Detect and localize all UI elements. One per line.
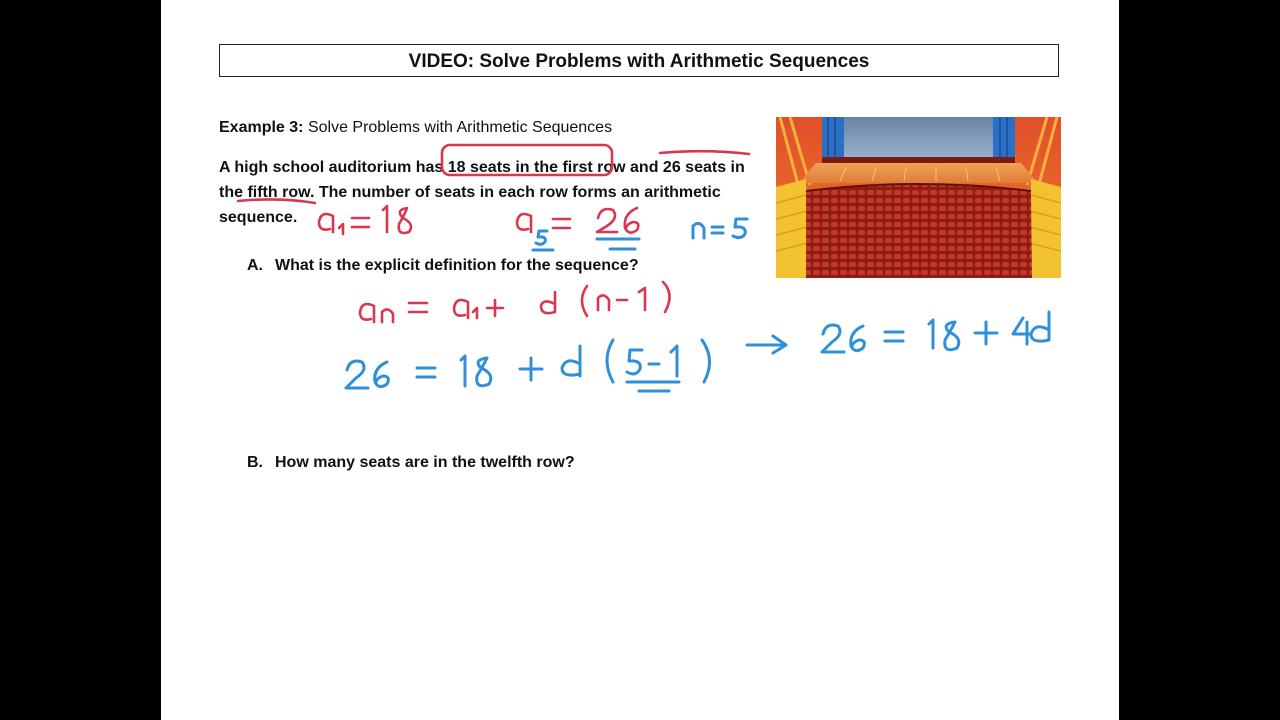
handwriting-a5-subscript: [533, 231, 639, 250]
question-b-letter: B.: [247, 454, 263, 471]
underline-fifth-row-count: [660, 151, 749, 154]
problem-line-2: the fifth row. The number of seats in each row forms an arithmetic: [219, 184, 721, 201]
problem-line-3: sequence.: [219, 209, 298, 226]
handwriting-substitution: [346, 336, 786, 391]
question-a-letter: A.: [247, 257, 263, 274]
problem-statement: [219, 155, 764, 230]
problem-line-1: A high school auditorium has 18 seats in the first row and 26 seats in: [219, 159, 745, 176]
example-title: Solve Problems with Arithmetic Sequences: [307, 119, 613, 136]
handwriting-formula: [360, 282, 670, 322]
handwriting-result: [822, 312, 1049, 352]
auditorium-image: [776, 117, 1061, 278]
page-title: VIDEO: Solve Problems with Arithmetic Sequences: [219, 44, 1059, 77]
question-a: [247, 257, 639, 275]
handwriting-layer: [161, 0, 1119, 720]
worksheet-page: [161, 0, 1119, 720]
question-a-text: What is the explicit definition for the sequence?: [275, 257, 639, 274]
question-b-text: How many seats are in the twelfth row?: [275, 454, 575, 471]
example-heading: [219, 119, 612, 137]
question-b: [247, 454, 575, 472]
example-label: Example 3:: [219, 119, 304, 136]
